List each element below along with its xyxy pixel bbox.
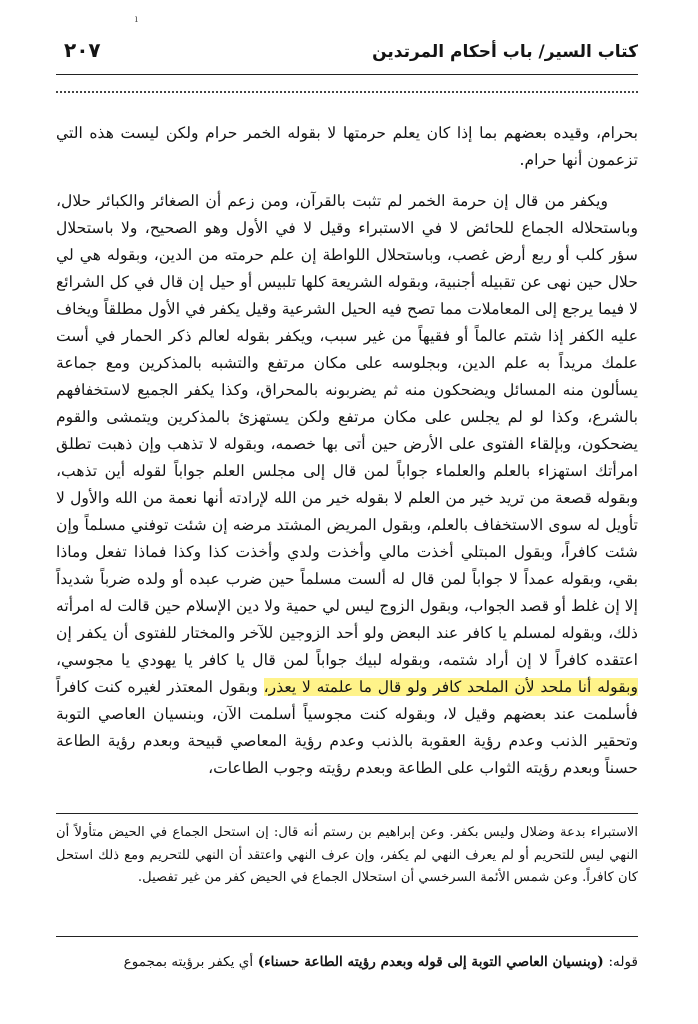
commentary-rest: أي يكفر برؤيته بمجموع xyxy=(123,954,254,970)
footnote-rule xyxy=(56,813,638,814)
footnote xyxy=(56,822,638,890)
paragraph-2-start: ويكفر من قال إن حرمة الخمر لم تثبت بالقرآن، ومن زعم أن الصغائر والكبائر حلال، وباستحلاله الجماع للحائض لا في الاستبراء وقيل لا في الأول وهو الصحيح، ولا باستحلال سؤر كلب أو ربع أرض غصب، وباستحلال اللواطة إن علم حرمته من الدين، وبقوله هي لي حلال حين نهى عن تقبيله أجنبية، وبقوله الشريعة كلها تلبيس أو حيل إن قال في كل الشرائع لا فيما يرجع إلى المعاملات مما تصح فيه الحيل الشرعية وقيل يكفر في الأول مطلقاً ويخاف عليه الكفر إذا شتم عالماً أو فقيهاً من غير سبب، ويكفر بقوله لعالم ذكر الحمار في أست علمك مريداً به علم الدين، وبجلوسه على مكان مرتفع والتشبه بالمذكرين ومع جماعة يسألون منه المسائل ويضحكون منه ثم يضربونه بالمحراق، وكذا يكفر الجميع لاستخفافهم بالشرع، وكذا لو لم يجلس على مكان مرتفع ولكن يستهزئ بالمذكرين ويتمشى والقوم يضحكون، وبإلقاء الفتوى على الأرض حين أتى بها خصمه، وبقوله لا تذهب وإن ذهبت تطلق امرأتك استهزاء بالعلم والعلماء جواباً لمن قال إلى مجلس العلم جواباً لقوله أين تذهب، وبقوله قصعة من تريد خير من العلم لا بقوله خير من الله لإرادته أنها نعمة من الله والأول لا تأويل له سوى الاستخفاف بالعلم، وبقول المريض المشتد مرضه إن شئت توفني مسلماً وإن شئت كافراً، وبقول المبتلي أخذت مالي وأخذت ولدي وأخذت كذا وكذا فماذا تفعل وماذا بقي، وبقوله عمداً لا جواباً لمن قال له ألست مسلماً حين ضرب عبده أو ولده ضرباً شديداً إلا إن غلط أو قصد الجواب، وبقول الزوج ليس لي حمية ولا دين الإسلام حين قالت له امرأته ذلك، وبقوله لمسلم يا كافر عند البعض ولو أحد الزوجين للآخر والمختار للفتوى أن يكفر إن اعتقده كافراً لا إن أراد شتمه، وبقوله لبيك جواباً لمن قال يا كافر يا يهودي يا مجوسي، xyxy=(56,192,638,669)
commentary-quote: (وبنسيان العاصي التوبة إلى قوله وبعدم رؤيته الطاعة حسناء) xyxy=(257,954,604,970)
main-text xyxy=(56,120,638,782)
chapter-title: كتاب السير/ باب أحكام المرتدين xyxy=(372,42,638,62)
dotted-rule xyxy=(56,91,638,93)
highlighted-phrase: وبقوله أنا ملحد لأن الملحد كافر ولو قال ما علمته لا يعذر، xyxy=(263,678,638,696)
running-header xyxy=(56,36,638,72)
corner-mark: ı xyxy=(134,14,138,25)
paragraph-2 xyxy=(56,188,638,782)
paragraph-2-end: وبقول المعتذر لغيره كنت كافراً فأسلمت عند بعضهم وقيل لا، وبقوله كنت مجوسياً أسلمت الآن، وبنسيان العاصي التوبة وتحقير الذنب وعدم رؤية العقوبة بالذنب وعدم رؤية المعاصي قبيحة وبعدم رؤية الطاعة حسناً وبعدم رؤيته الثواب على الطاعة وبعدم رؤيته وجوب الطاعات، xyxy=(56,678,638,777)
header-rule xyxy=(56,74,638,75)
commentary-prefix: قوله: xyxy=(608,954,638,970)
paragraph-1: بحرام، وقيده بعضهم بما إذا كان يعلم حرمتها لا بقوله الخمر حرام ولكن ليست هذه التي تزعمون أنها حرام. xyxy=(56,124,638,169)
page-number: ٢٠٧ xyxy=(64,38,101,62)
footnote-text: الاستبراء بدعة وضلال وليس بكفر. وعن إبراهيم بن رستم أنه قال: إن استحل الجماع في الحيض متأولاً أن النهي ليس للتحريم أو لم يعرف النهي لم يكفر، وإن عرف النهي واعتقد أن النهي للتحريم ومع ذلك استحل كان كافراً. وعن شمس الأئمة السرخسي أن استحلال الجماع في الحيض كفر من غير تفصيل. xyxy=(56,825,638,885)
commentary xyxy=(56,950,638,974)
commentary-rule xyxy=(56,936,638,937)
